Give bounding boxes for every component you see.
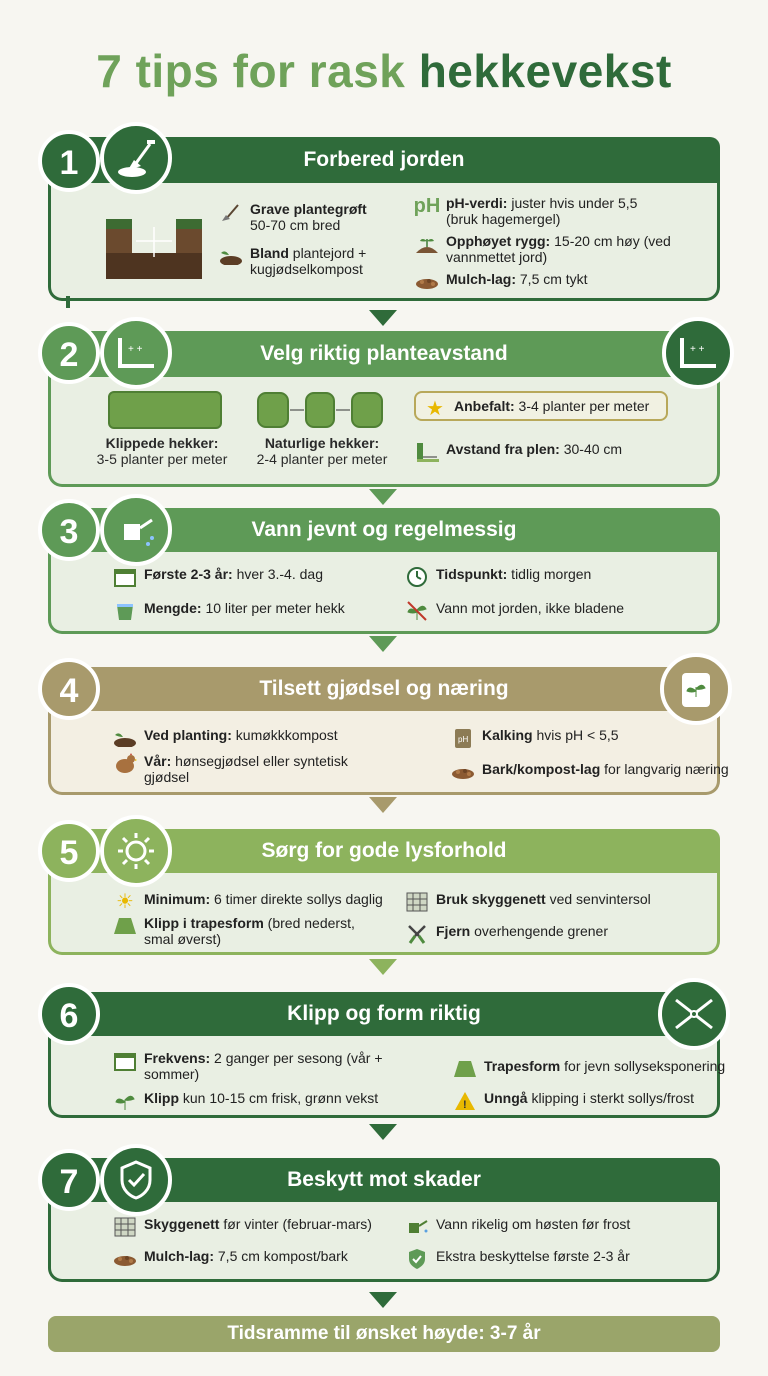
item-bold: Mulch-lag: (446, 271, 516, 287)
section-4-title: Tilsett gjødsel og næring (259, 677, 509, 700)
item-bold: Bark/kompost-lag (482, 761, 601, 777)
arrow-down-icon (369, 1124, 397, 1140)
shovel-icon (218, 201, 244, 223)
trapezoid-icon (452, 1058, 478, 1080)
timeline-arrow (66, 296, 70, 308)
section-7-title: Beskytt mot skader (287, 1168, 481, 1191)
item-bold: Frekvens: (144, 1050, 211, 1066)
arrow-down-icon (369, 489, 397, 505)
arrow-down-icon (369, 310, 397, 326)
section-6-item-2 (112, 1090, 412, 1112)
shield-check-icon (100, 1144, 172, 1216)
section-4-item-3 (450, 727, 700, 749)
item-bold: Avstand fra plen: (446, 441, 560, 457)
shovel-icon (100, 122, 172, 194)
watering-can-icon (404, 1216, 430, 1238)
section-4-header (48, 667, 720, 711)
section-4-item-2 (112, 753, 382, 785)
section-1-item-1 (218, 201, 388, 233)
soil-pile-icon (218, 245, 244, 267)
item-text: 2-4 planter per meter (256, 451, 388, 467)
arrow-down-icon (369, 636, 397, 652)
section-3-item-4 (404, 600, 694, 622)
section-6-header (48, 992, 720, 1036)
item-bold: Opphøyet rygg: (446, 233, 551, 249)
section-6-title: Klipp og form riktig (287, 1002, 481, 1025)
section-2-item-4 (414, 441, 664, 463)
distance-icon (414, 441, 440, 463)
clock-icon (404, 566, 430, 588)
item-text: 3-5 planter per meter (96, 451, 228, 467)
section-7 (48, 1158, 720, 1288)
trimmed-hedge-icon (108, 391, 222, 429)
item-text: Vann mot jorden, ikke bladene (436, 600, 625, 616)
item-bold: Mengde: (144, 600, 202, 616)
mulch-icon (112, 1248, 138, 1270)
section-2 (48, 331, 720, 491)
item-text: overhengende grener (470, 923, 609, 939)
item-bold: pH-verdi: (446, 195, 508, 211)
item-bold: Klippede hekker: (105, 435, 219, 451)
section-5-item-4 (404, 923, 704, 945)
item-text: for jevn sollyseksponering (560, 1058, 726, 1074)
item-bold: Skyggenett (144, 1216, 220, 1232)
item-text: juster hvis under 5,5 (bruk hagemergel) (446, 195, 638, 227)
svg-text:pH: pH (458, 735, 469, 744)
section-5-title: Sørg for gode lysforhold (261, 839, 507, 862)
item-text: hvis pH < 5,5 (532, 727, 619, 743)
section-3-item-1 (112, 566, 382, 588)
sun-icon: ☀ (116, 891, 134, 913)
section-4 (48, 667, 729, 799)
hen-icon (112, 753, 138, 775)
section-1-item-5 (414, 271, 664, 293)
section-7-item-2 (112, 1248, 392, 1270)
section-7-item-1 (112, 1216, 412, 1238)
ph-icon: pH (413, 195, 441, 217)
section-7-item-3 (404, 1216, 704, 1238)
item-text: 6 timer direkte sollys daglig (210, 891, 383, 907)
section-6 (48, 992, 726, 1122)
section-4-item-1 (112, 727, 382, 749)
section-4-number: 4 (38, 658, 100, 720)
soil-pile-icon (112, 727, 138, 749)
item-text: ved senvintersol (545, 891, 651, 907)
section-2-number: 2 (38, 322, 100, 384)
item-bold: Minimum: (144, 891, 211, 907)
shield-check-icon (404, 1248, 430, 1270)
svg-text:+ +: + + (690, 344, 705, 355)
natural-hedge-icon (256, 391, 384, 429)
item-text: hver 3.-4. dag (232, 566, 323, 582)
item-bold: Grave plantegrøft (250, 201, 367, 217)
section-3 (48, 508, 720, 638)
svg-text:+ +: + + (128, 344, 143, 355)
sprout-mound-icon (414, 233, 440, 255)
item-text: 2 ganger per sesong (vår + sommer) (144, 1050, 383, 1082)
section-3-number: 3 (38, 499, 100, 561)
section-6-number: 6 (38, 983, 100, 1045)
item-bold: Ved planting: (144, 727, 232, 743)
item-bold: Bruk skyggenett (436, 891, 546, 907)
item-bold: Trapesform (484, 1058, 561, 1074)
arrow-down-icon (369, 959, 397, 975)
item-text: (bred nederst, smal øverst) (144, 915, 355, 947)
section-7-card (48, 1202, 720, 1282)
section-6-item-4 (452, 1090, 752, 1112)
section-2-item-1 (82, 435, 242, 467)
section-7-item-4 (404, 1248, 704, 1270)
spacing-grid-icon (100, 317, 172, 389)
item-text: 7,5 cm tykt (516, 271, 588, 287)
svg-text:!: ! (463, 1099, 467, 1111)
bucket-icon (112, 600, 138, 622)
section-1-title: Forbered jorden (303, 148, 465, 171)
item-text: 50-70 cm bred (250, 217, 341, 233)
section-5-number: 5 (38, 820, 100, 882)
item-bold: Klipp (144, 1090, 179, 1106)
calendar-icon (112, 1050, 138, 1072)
item-bold: Første 2-3 år: (144, 566, 233, 582)
section-1-item-4 (414, 233, 684, 265)
item-text: 7,5 cm kompost/bark (214, 1248, 348, 1264)
section-5-item-3 (404, 891, 704, 913)
section-2-title: Velg riktig planteavstand (260, 342, 508, 365)
section-4-item-4 (450, 761, 750, 783)
lime-bag-icon (450, 727, 476, 749)
item-text: hønsegjødsel eller syntetisk gjødsel (144, 753, 348, 785)
item-text: for langvarig næring (600, 761, 729, 777)
arrow-down-icon (369, 1292, 397, 1308)
item-bold: Bland (250, 245, 289, 261)
item-bold: Unngå (484, 1090, 528, 1106)
page-title (0, 44, 768, 98)
item-text: plantejord + kugjødselkompost (250, 245, 367, 277)
star-icon: ★ (426, 398, 444, 420)
item-text: klipping i sterkt sollys/frost (527, 1090, 695, 1106)
section-5 (48, 829, 720, 959)
title-part-2: hekkevekst (418, 45, 672, 97)
item-bold: Kalking (482, 727, 533, 743)
section-3-item-3 (404, 566, 664, 588)
section-2-item-3 (422, 398, 662, 420)
section-3-item-2 (112, 600, 392, 622)
section-7-number: 7 (38, 1149, 100, 1211)
item-text: Vann rikelig om høsten før frost (436, 1216, 631, 1232)
shade-net-icon (404, 891, 430, 913)
section-1 (48, 137, 720, 305)
mulch-icon (450, 761, 476, 783)
item-text: før vinter (februar-mars) (219, 1216, 372, 1232)
section-5-item-2 (112, 915, 382, 947)
shade-net-icon (112, 1216, 138, 1238)
trapezoid-icon (112, 915, 138, 937)
section-1-item-2 (218, 245, 388, 277)
watering-can-icon (100, 494, 172, 566)
soil-trench-illustration (106, 213, 202, 279)
item-bold: Vår: (144, 753, 172, 769)
spacing-grid-icon (662, 317, 734, 389)
item-bold: Tidspunkt: (436, 566, 508, 582)
item-text: tidlig morgen (507, 566, 592, 582)
section-6-item-1 (112, 1050, 392, 1082)
pruner-icon (404, 923, 430, 945)
item-text: 15-20 cm høy (ved vannmettet jord) (446, 233, 671, 265)
fertilizer-bag-icon (660, 653, 732, 725)
item-bold: Anbefalt: (454, 398, 515, 414)
timeframe-footer: Tidsramme til ønsket høyde: 3-7 år (48, 1316, 720, 1352)
title-part-1: 7 tips for rask (96, 45, 406, 97)
item-text: 3-4 planter per meter (514, 398, 650, 414)
section-1-item-3 (414, 195, 664, 227)
hedge-shears-icon (658, 978, 730, 1050)
section-6-item-3 (452, 1058, 752, 1080)
mulch-icon (414, 271, 440, 293)
section-3-title: Vann jevnt og regelmessig (251, 518, 517, 541)
no-leaves-icon (404, 600, 430, 622)
warning-icon (452, 1090, 478, 1112)
item-text: kun 10-15 cm frisk, grønn vekst (179, 1090, 379, 1106)
section-5-item-1 (112, 891, 412, 913)
item-text: kumøkkkompost (231, 727, 338, 743)
section-1-number: 1 (38, 130, 100, 192)
section-2-item-2 (242, 435, 402, 467)
item-text: Ekstra beskyttelse første 2-3 år (436, 1248, 630, 1264)
item-text: 10 liter per meter hekk (201, 600, 345, 616)
sun-icon (100, 815, 172, 887)
arrow-down-icon (369, 797, 397, 813)
item-bold: Mulch-lag: (144, 1248, 214, 1264)
calendar-icon (112, 566, 138, 588)
sprout-icon (112, 1090, 138, 1112)
item-text: 30-40 cm (559, 441, 623, 457)
item-bold: Klipp i trapesform (144, 915, 264, 931)
item-bold: Fjern (436, 923, 471, 939)
item-bold: Naturlige hekker: (264, 435, 380, 451)
